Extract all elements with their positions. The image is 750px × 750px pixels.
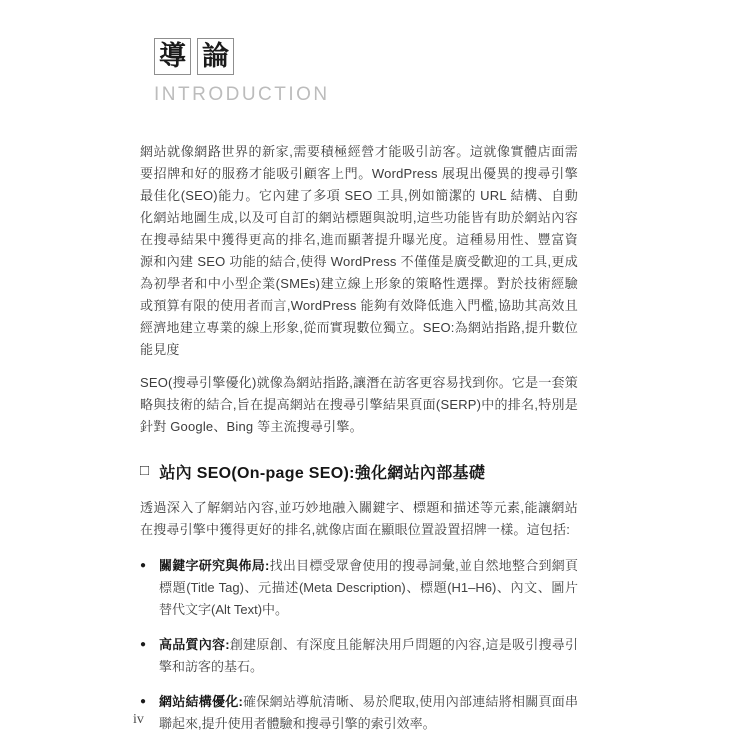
page-body (140, 141, 578, 735)
intro-paragraph-1: 網站就像網路世界的新家,需要積極經營才能吸引訪客。這就像實體店面需要招牌和好的服務才能吸引顧客上門。WordPress 展現出優異的搜尋引擎最佳化(SEO)能力。它內建了多項 SEO 工具,例如簡潔的 URL 結構、自動化網站地圖生成,以及可自訂的網站標題與說明,這些功能皆有助於網站內容在搜尋結果中獲得更高的排名,進而顯著提升曝光度。這種易用性、豐富資源和內建 SEO 功能的結合,使得 WordPress 不僅僅是廣受歡迎的工具,更成為初學者和中小型企業(SMEs)建立線上形象的策略性選擇。對於技術經驗或預算有限的使用者而言,WordPress 能夠有效降低進入門檻,協助其高效且經濟地建立專業的線上形象,從而實現數位獨立。SEO:為網站指路,提升數位能見度 (140, 144, 578, 357)
bullet-list (140, 555, 578, 735)
section-heading-text: 站內 SEO(On-page SEO):強化網站內部基礎 (159, 465, 486, 482)
title-char-box-2 (197, 38, 234, 75)
title-char-box-1 (154, 38, 191, 75)
bullet-body (159, 555, 578, 621)
bullet-label: 關鍵字研究與佈局: (159, 558, 270, 573)
bullet-label: 網站結構優化: (159, 694, 243, 709)
bullet-body (159, 691, 578, 735)
bullet-dot-icon: ● (140, 639, 147, 650)
page-number: iv (133, 712, 144, 727)
bullet-text: 確保網站導航清晰、易於爬取,使用內部連結將相關頁面串聯起來,提升使用者體驗和搜尋引擎的索引效率。 (159, 694, 578, 731)
bullet-label: 高品質內容: (159, 637, 230, 652)
section-heading (140, 460, 578, 483)
section-lead-paragraph: 透過深入了解網站內容,並巧妙地融入關鍵字、標題和描述等元素,能讓網站在搜尋引擎中獲得更好的排名,就像店面在顯眼位置設置招牌一樣。這包括: (140, 500, 578, 537)
title-char-1: 導 (159, 41, 186, 71)
chapter-header (154, 38, 578, 106)
page-content (140, 0, 578, 748)
list-item (140, 555, 578, 621)
list-item (140, 634, 578, 678)
title-char-2: 論 (202, 41, 229, 71)
intro-paragraph-2: SEO(搜尋引擎優化)就像為網站指路,讓潛在訪客更容易找到你。它是一套策略與技術的結合,旨在提高網站在搜尋引擎結果頁面(SERP)中的排名,特別是針對 Google、Bing 等主流搜尋引擎。 (140, 375, 578, 434)
list-item (140, 691, 578, 735)
bullet-text: 創建原創、有深度且能解決用戶問題的內容,這是吸引搜尋引擎和訪客的基石。 (159, 637, 578, 674)
bullet-dot-icon: ● (140, 696, 147, 707)
chapter-title (154, 38, 578, 75)
chapter-subtitle: INTRODUCTION (154, 84, 330, 105)
bullet-dot-icon: ● (140, 560, 147, 571)
bullet-text: 找出目標受眾會使用的搜尋詞彙,並自然地整合到網頁標題(Title Tag)、元描述(Meta Description)、標題(H1–H6)、內文、圖片替代文字(Alt Text)中。 (159, 558, 578, 617)
square-bullet-icon: □ (140, 462, 150, 479)
bullet-body (159, 634, 578, 678)
